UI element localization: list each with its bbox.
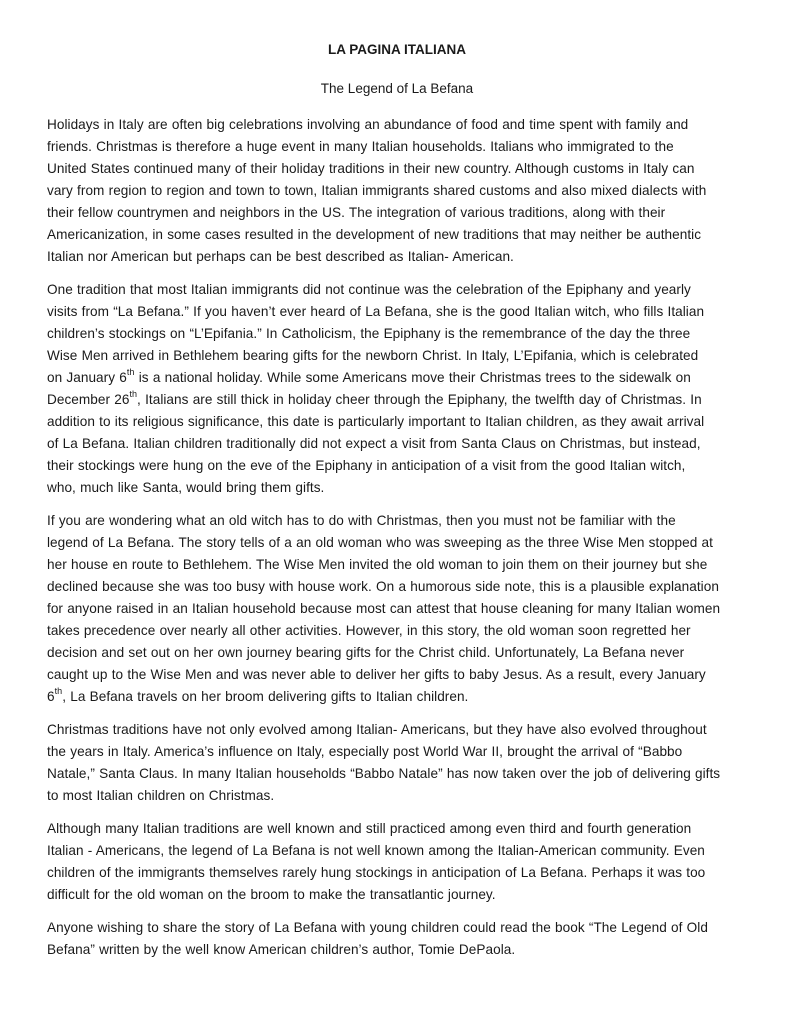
text-line: One tradition that most Italian immigrants did not continue was the celebration of the Epiphany and yearly [47, 282, 691, 297]
document-subtitle: The Legend of La Befana [320, 81, 474, 96]
text-fragment: December 26 [47, 392, 130, 407]
paragraph-book-recommendation [47, 917, 747, 961]
text-line: Befana” written by the well know American children’s author, Tomie DePaola. [47, 942, 516, 957]
text-line: Holidays in Italy are often big celebrations involving an abundance of food and time spent with family and [47, 117, 689, 132]
paragraph-traditions [47, 818, 747, 906]
text-line: Natale,” Santa Claus. In many Italian households “Babbo Natale” has now taken over the job of delivering gifts [47, 766, 721, 781]
text-line: Although many Italian traditions are well known and still practiced among even third and fourth generation [47, 821, 692, 836]
text-line-with-superscript [47, 367, 747, 389]
text-line: United States continued many of their holiday traditions in their new country. Although customs in Italy can [47, 161, 695, 176]
text-line-with-superscript [47, 686, 747, 708]
text-line: Italian - Americans, the legend of La Befana is not well known among the Italian-American community. Even [47, 843, 705, 858]
text-line: caught up to the Wise Men and was never able to deliver her gifts to baby Jesus. As a result, every January [47, 667, 706, 682]
text-line: children of the immigrants themselves rarely hung stockings in anticipation of La Befana. Perhaps it was too [47, 865, 706, 880]
document-heading: LA PAGINA ITALIANA [328, 42, 466, 57]
ordinal-superscript: th [129, 389, 138, 400]
text-fragment: 6 [47, 689, 55, 704]
text-line: for anyone raised in an Italian household because most can attest that house cleaning for many Italian women [47, 601, 721, 616]
text-line: If you are wondering what an old witch has to do with Christmas, then you must not be familiar with the [47, 513, 676, 528]
text-line: Anyone wishing to share the story of La Befana with young children could read the book “The Legend of Old [47, 920, 708, 935]
text-fragment: is a national holiday. While some Americans move their Christmas trees to the sidewalk on [134, 370, 691, 385]
text-line: the years in Italy. America’s influence on Italy, especially post World War II, brought the arrival of “Babbo [47, 744, 683, 759]
text-line: decision and set out on her own journey bearing gifts for the Christ child. Unfortunately, La Befana never [47, 645, 685, 660]
paragraph-legend [47, 510, 747, 708]
document-page [47, 40, 747, 972]
text-line-with-superscript [47, 389, 747, 411]
text-line: her house en route to Bethlehem. The Wise Men invited the old woman to join them on their journey but she [47, 557, 708, 572]
text-fragment: on January 6 [47, 370, 127, 385]
text-line: Italian nor American but perhaps can be best described as Italian- American. [47, 249, 514, 264]
paragraph-babbo-natale [47, 719, 747, 807]
text-line: their fellow countrymen and neighbors in the US. The integration of various traditions, along with their [47, 205, 666, 220]
text-line: friends. Christmas is therefore a huge event in many Italian households. Italians who immigrated to the [47, 139, 674, 154]
text-fragment: , La Befana travels on her broom delivering gifts to Italian children. [62, 689, 469, 704]
text-line: addition to its religious significance, this date is particularly important to Italian children, as they await arrival [47, 414, 705, 429]
text-line: vary from region to region and town to town, Italian immigrants shared customs and also mixed dialects with [47, 183, 707, 198]
ordinal-superscript: th [126, 367, 135, 378]
text-fragment: , Italians are still thick in holiday cheer through the Epiphany, the twelfth day of Christmas. In [137, 392, 702, 407]
text-line: Wise Men arrived in Bethlehem bearing gifts for the newborn Christ. In Italy, L’Epifania, which is celebrated [47, 348, 699, 363]
text-line: difficult for the old woman on the broom to make the transatlantic journey. [47, 887, 496, 902]
text-line: children’s stockings on “L’Epifania.” In Catholicism, the Epiphany is the remembrance of the day the three [47, 326, 691, 341]
text-line: Christmas traditions have not only evolved among Italian- Americans, but they have also evolved throughout [47, 722, 707, 737]
ordinal-superscript: th [54, 686, 63, 697]
text-line: takes precedence over nearly all other activities. However, in this story, the old woman soon regretted her [47, 623, 691, 638]
text-line: who, much like Santa, would bring them gifts. [47, 480, 325, 495]
text-line: to most Italian children on Christmas. [47, 788, 275, 803]
text-line: of La Befana. Italian children traditionally did not expect a visit from Santa Claus on Christmas, but instead, [47, 436, 701, 451]
text-line: legend of La Befana. The story tells of a an old woman who was sweeping as the three Wise Men stopped at [47, 535, 713, 550]
text-line: visits from “La Befana.” If you haven’t ever heard of La Befana, she is the good Italian witch, who fills Italian [47, 304, 705, 319]
text-line: their stockings were hung on the eve of the Epiphany in anticipation of a visit from the good Italian witch, [47, 458, 686, 473]
paragraph-intro [47, 114, 747, 268]
paragraph-epiphany [47, 279, 747, 499]
text-line: declined because she was too busy with house work. On a humorous side note, this is a plausible explanation [47, 579, 719, 594]
text-line: Americanization, in some cases resulted in the development of new traditions that may neither be authentic [47, 227, 702, 242]
